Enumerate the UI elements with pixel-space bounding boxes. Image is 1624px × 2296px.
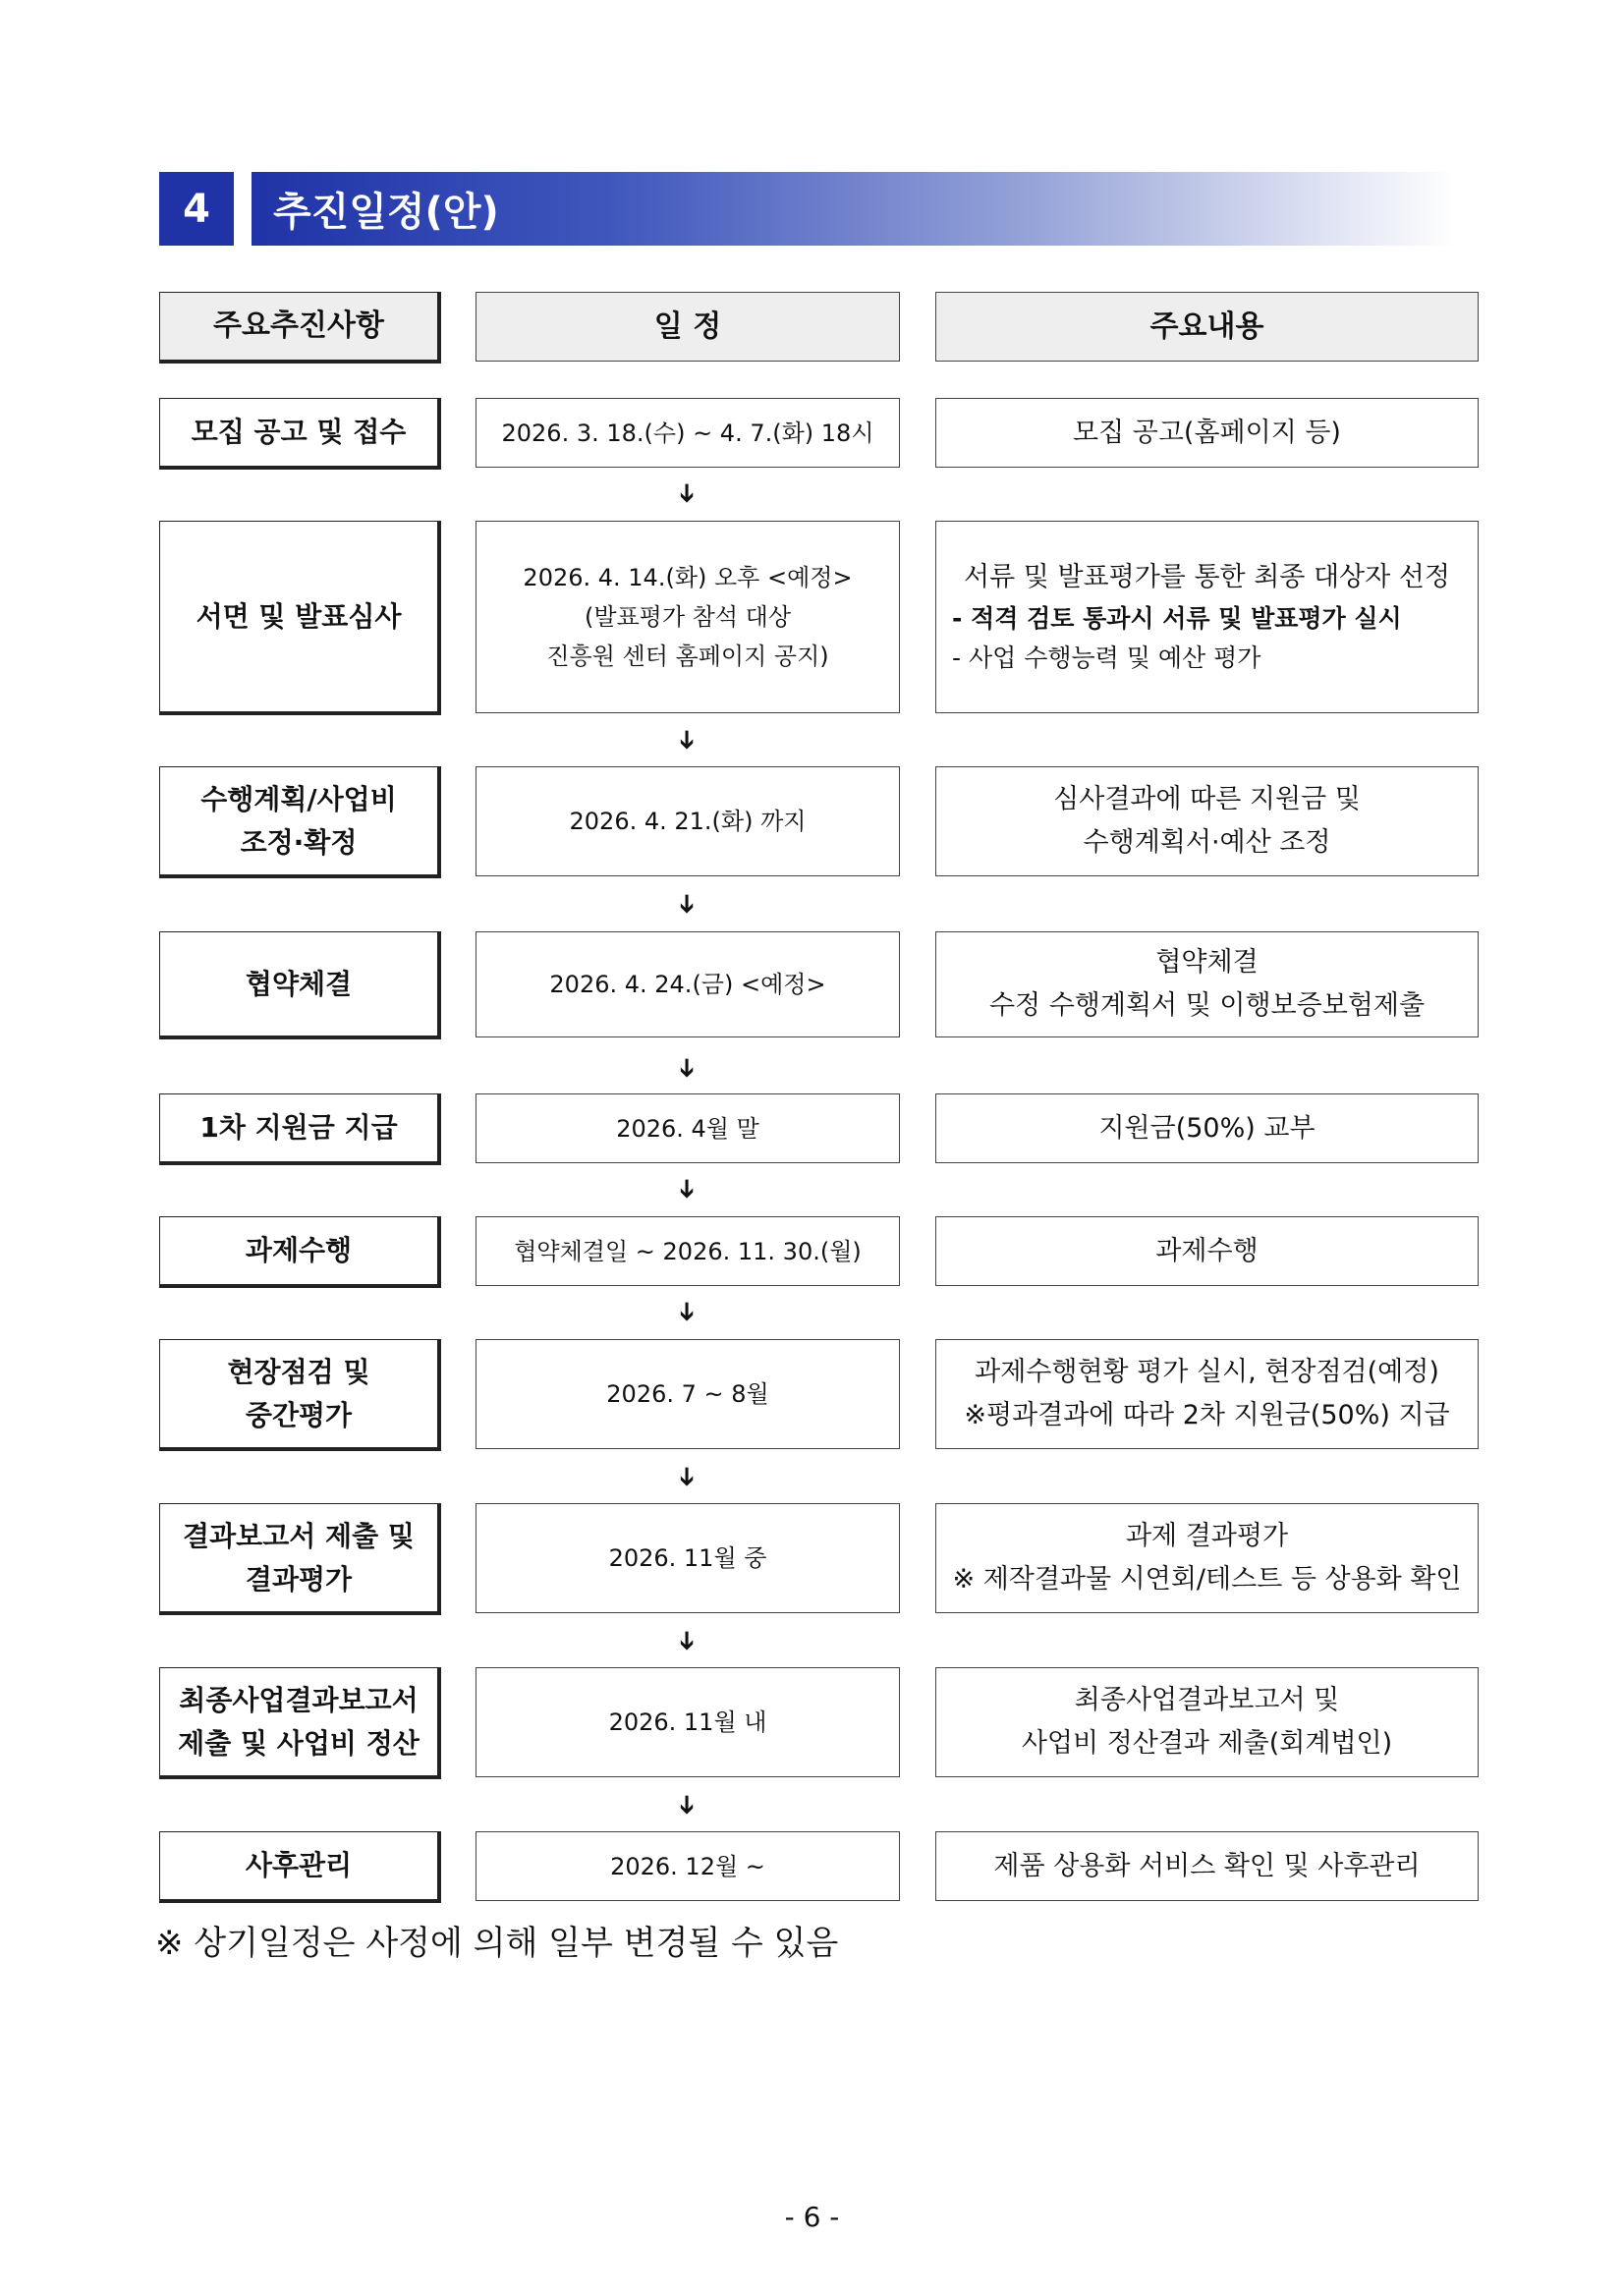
content-line: 과제수행 — [1155, 1235, 1259, 1266]
schedule-line: 2026. 4. 24.(금) <예정> — [549, 971, 826, 998]
section-heading — [159, 172, 1456, 246]
item-line: 사후관리 — [245, 1849, 353, 1881]
schedule-line: 진흥원 센터 홈페이지 공지) — [546, 643, 829, 670]
step-schedule-cell — [476, 1093, 900, 1163]
content-sub-line: - 적격 검토 통과시 서류 및 발표평가 실시 — [952, 604, 1402, 633]
step-schedule-cell — [476, 1667, 900, 1777]
step-content-cell — [935, 398, 1479, 468]
arrow-down-icon: ➔ — [672, 1630, 701, 1652]
arrow-down-icon: ➔ — [672, 893, 701, 915]
item-line: 결과평가 — [245, 1562, 353, 1596]
schedule-line: 2026. 11월 내 — [608, 1708, 767, 1736]
content-line: ※평과결과에 따라 2차 지원금(50%) 지급 — [964, 1400, 1450, 1430]
footnote: ※ 상기일정은 사정에 의해 일부 변경될 수 있음 — [155, 1924, 839, 1963]
content-line: 협약체결 — [1155, 947, 1259, 978]
arrow-down-icon: ➔ — [672, 729, 701, 751]
step-schedule-cell — [476, 1831, 900, 1901]
step-item-cell — [159, 766, 441, 878]
section-title: 추진일정(안) — [252, 172, 1456, 246]
item-line: 모집 공고 및 접수 — [191, 416, 407, 448]
step-item-cell — [159, 1216, 441, 1288]
step-schedule-cell — [476, 766, 900, 876]
item-line: 제출 및 사업비 정산 — [178, 1726, 420, 1760]
step-item-cell — [159, 1667, 441, 1779]
item-line: 수행계획/사업비 — [200, 782, 397, 815]
schedule-line: (발표평가 참석 대상 — [584, 603, 792, 631]
content-line: 서류 및 발표평가를 통한 최종 대상자 선정 — [964, 562, 1450, 592]
item-line: 현장점검 및 — [227, 1355, 370, 1388]
step-content-cell — [935, 1831, 1479, 1901]
item-line: 조정·확정 — [240, 825, 358, 859]
content-line: ※ 제작결과물 시연회/테스트 등 상용화 확인 — [952, 1564, 1462, 1595]
item-line: 1차 지원금 지급 — [199, 1111, 398, 1144]
schedule-line: 협약체결일 ~ 2026. 11. 30.(월) — [514, 1237, 862, 1265]
step-schedule-cell — [476, 931, 900, 1037]
step-content-cell — [935, 1667, 1479, 1777]
step-content-cell — [935, 931, 1479, 1037]
item-line: 과제수행 — [245, 1234, 353, 1266]
item-line: 협약체결 — [245, 967, 353, 1000]
content-line: 수행계획서·예산 조정 — [1083, 827, 1331, 858]
step-content-cell — [935, 521, 1479, 713]
arrow-down-icon: ➔ — [672, 1057, 701, 1079]
page-number: - 6 - — [784, 2201, 840, 2233]
arrow-down-icon: ➔ — [672, 482, 701, 504]
content-line: 제품 상용화 서비스 확인 및 사후관리 — [993, 1850, 1421, 1881]
step-item-cell — [159, 931, 441, 1039]
header-item: 주요추진사항 — [159, 292, 441, 364]
schedule-line: 2026. 7 ~ 8월 — [606, 1380, 769, 1408]
step-content-cell — [935, 1216, 1479, 1286]
step-schedule-cell — [476, 398, 900, 468]
step-item-cell — [159, 1831, 441, 1903]
step-item-cell — [159, 398, 441, 470]
content-line: 최종사업결과보고서 및 — [1074, 1685, 1340, 1715]
content-line: 수정 수행계획서 및 이행보증보험제출 — [988, 990, 1426, 1021]
content-line: 지원금(50%) 교부 — [1098, 1112, 1316, 1144]
section-number: 4 — [159, 172, 234, 246]
item-line: 중간평가 — [245, 1398, 353, 1431]
arrow-down-icon: ➔ — [672, 1178, 701, 1200]
content-line: 모집 공고(홈페이지 등) — [1073, 417, 1341, 448]
item-line: 서면 및 발표심사 — [196, 599, 402, 633]
content-sub-line: - 사업 수행능력 및 예산 평가 — [952, 644, 1261, 672]
step-schedule-cell — [476, 521, 900, 713]
step-schedule-cell — [476, 1339, 900, 1449]
step-content-cell — [935, 766, 1479, 876]
step-content-cell — [935, 1339, 1479, 1449]
header-content: 주요내용 — [935, 292, 1479, 362]
step-content-cell — [935, 1503, 1479, 1613]
item-line: 최종사업결과보고서 — [179, 1683, 419, 1716]
content-line: 과제 결과평가 — [1125, 1521, 1289, 1551]
step-item-cell — [159, 1093, 441, 1165]
arrow-down-icon: ➔ — [672, 1301, 701, 1322]
arrow-down-icon: ➔ — [672, 1794, 701, 1816]
schedule-line: 2026. 4월 말 — [616, 1114, 759, 1143]
step-content-cell — [935, 1093, 1479, 1163]
step-item-cell — [159, 1503, 441, 1615]
content-line: 과제수행현황 평가 실시, 현장점검(예정) — [975, 1357, 1439, 1387]
schedule-line: 2026. 4. 14.(화) 오후 <예정> — [523, 564, 853, 591]
step-item-cell — [159, 1339, 441, 1451]
step-item-cell — [159, 521, 441, 715]
arrow-down-icon: ➔ — [672, 1466, 701, 1487]
schedule-line: 2026. 4. 21.(화) 까지 — [569, 808, 807, 835]
schedule-line: 2026. 3. 18.(수) ~ 4. 7.(화) 18시 — [501, 419, 874, 447]
schedule-line: 2026. 11월 중 — [608, 1544, 767, 1572]
content-line: 사업비 정산결과 제출(회계법인) — [1021, 1728, 1393, 1759]
item-line: 결과보고서 제출 및 — [183, 1519, 415, 1552]
content-line: 심사결과에 따른 지원금 및 — [1053, 784, 1361, 814]
schedule-line: 2026. 12월 ~ — [610, 1852, 765, 1880]
header-schedule: 일 정 — [476, 292, 900, 362]
step-schedule-cell — [476, 1503, 900, 1613]
step-schedule-cell — [476, 1216, 900, 1286]
